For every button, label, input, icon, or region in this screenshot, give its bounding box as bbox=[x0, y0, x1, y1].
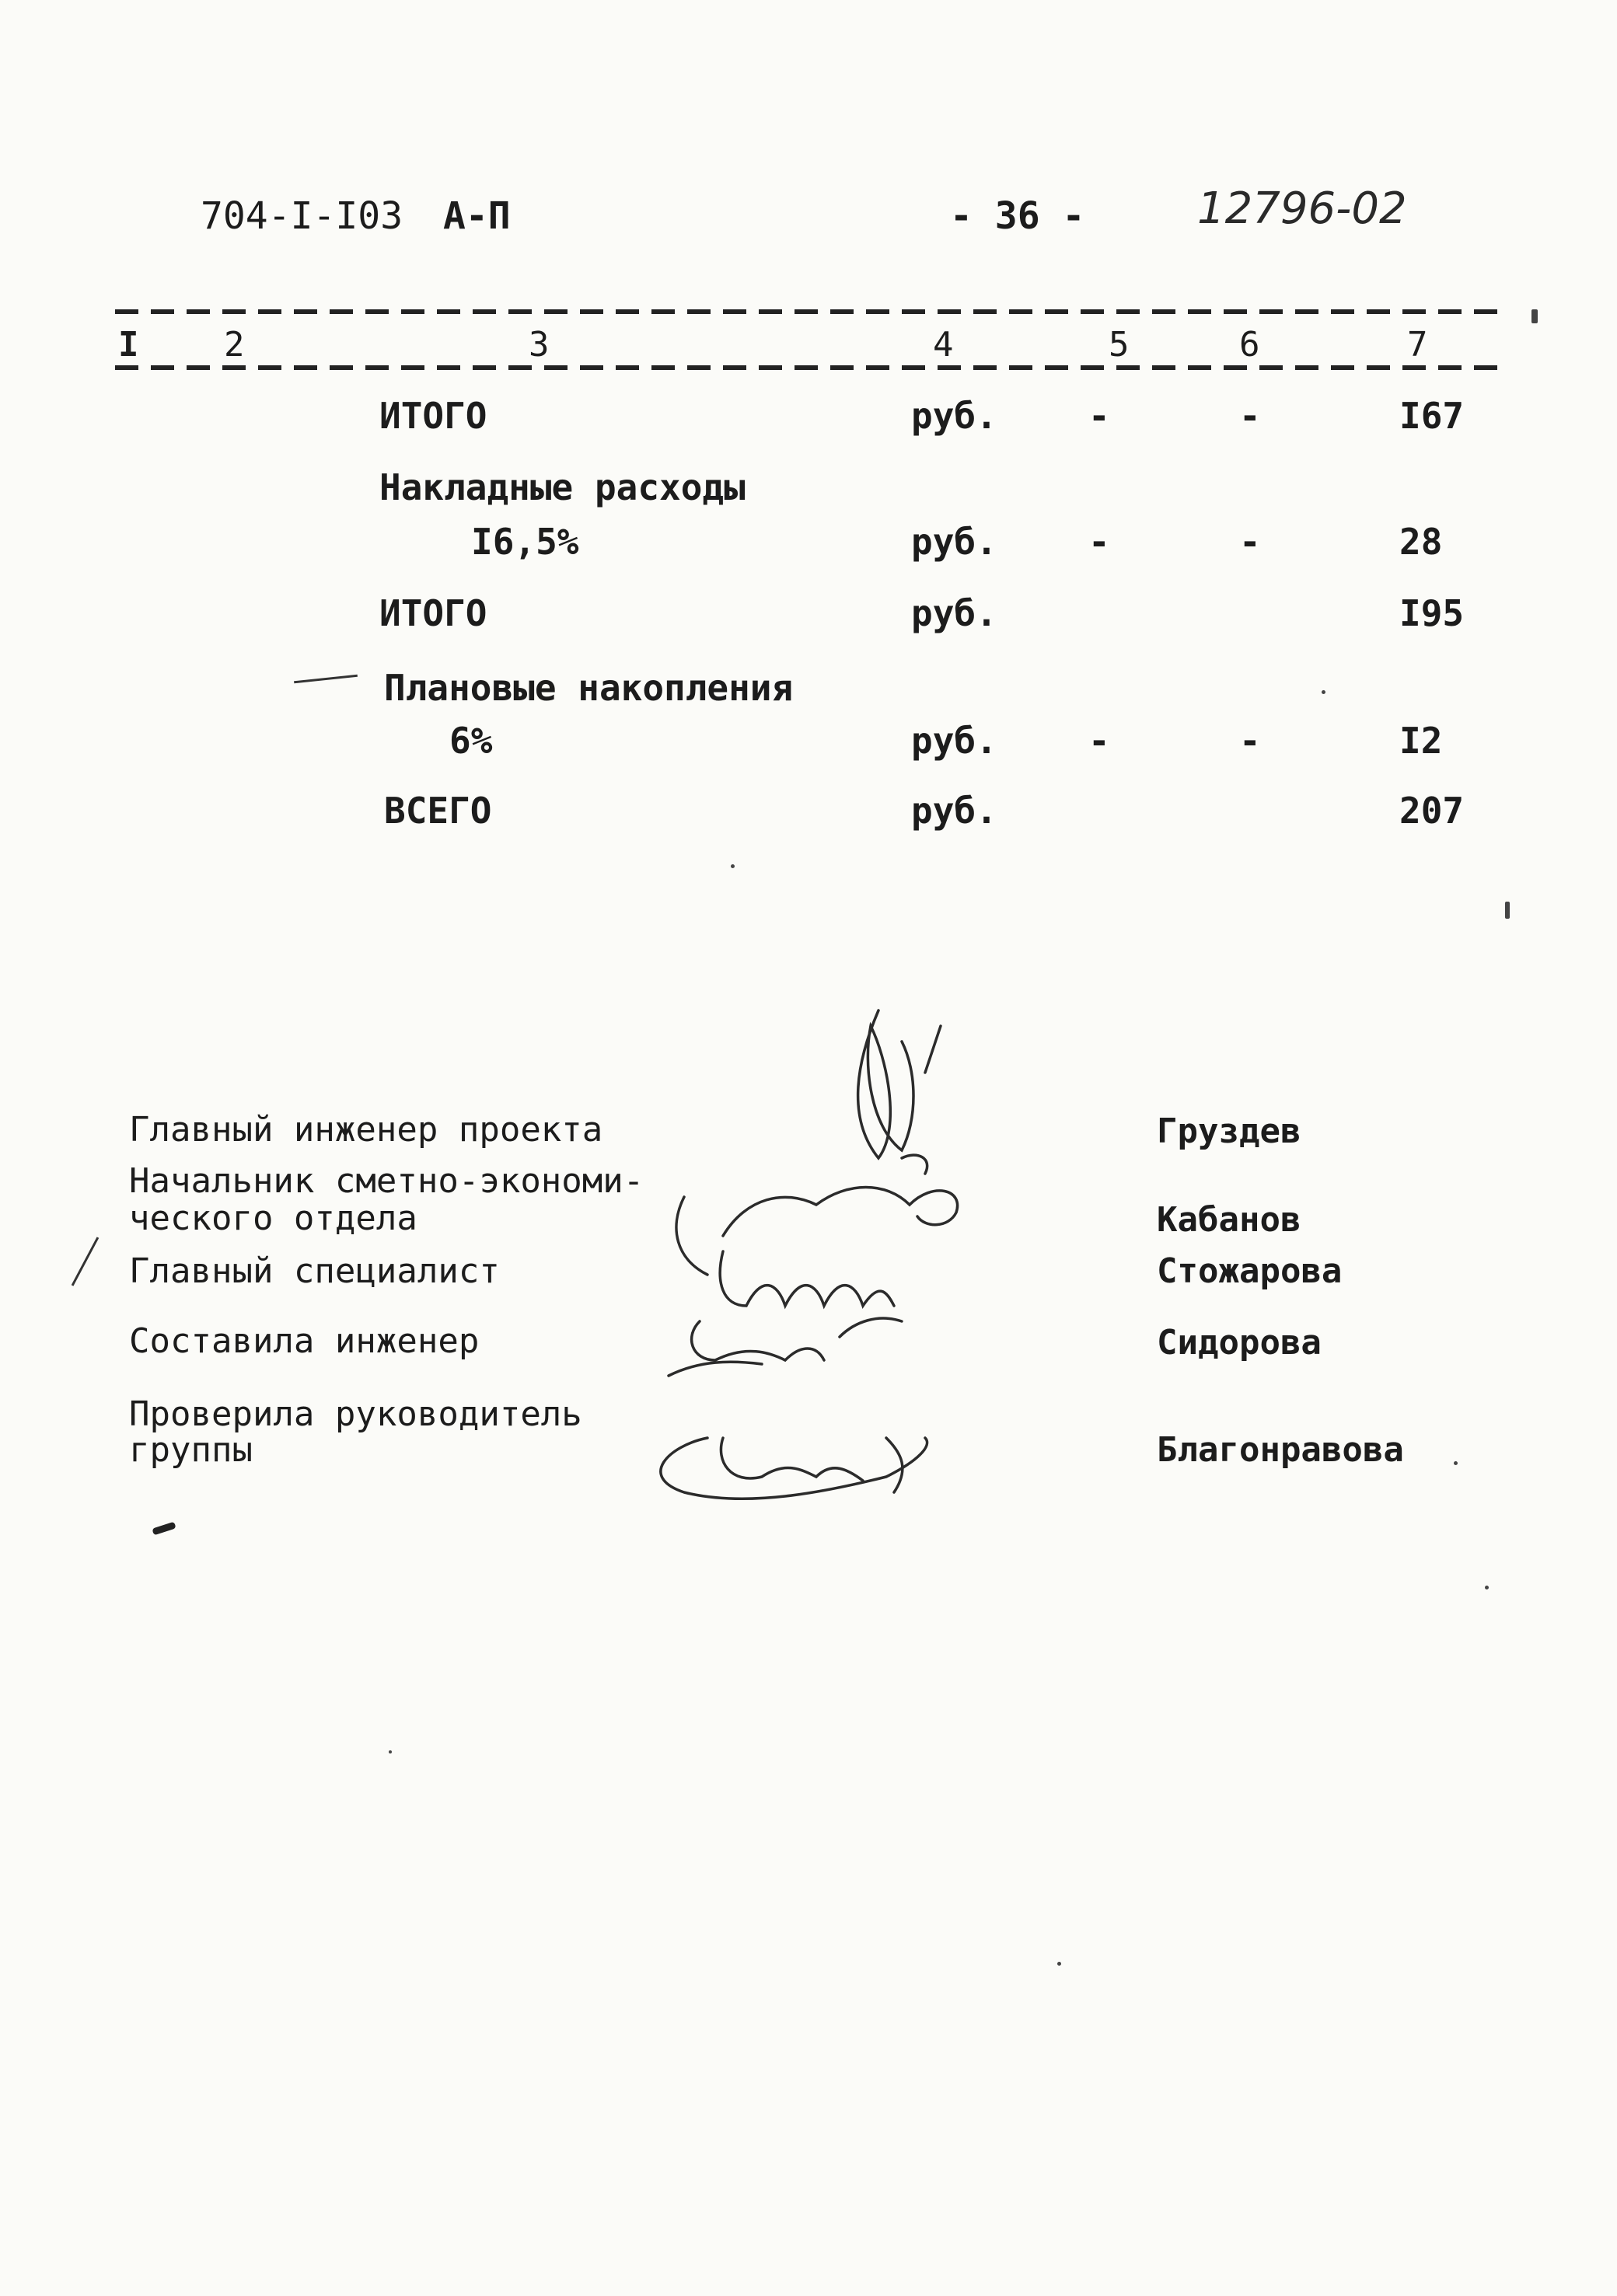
column-number-1: I bbox=[118, 325, 139, 365]
signature-name-5: Благонравова bbox=[1157, 1430, 1404, 1470]
column-header-rule bbox=[115, 365, 1507, 370]
signature-name-3: Стожарова bbox=[1157, 1251, 1343, 1291]
pen-stroke-mark bbox=[294, 675, 358, 684]
scan-speck bbox=[1057, 1962, 1061, 1966]
scan-speck bbox=[1485, 1586, 1489, 1589]
scan-speck bbox=[389, 1750, 392, 1753]
table-row-col5: - bbox=[1088, 521, 1110, 563]
signature-role-4: Составила инженер bbox=[129, 1321, 480, 1361]
scan-speck bbox=[1454, 1461, 1458, 1465]
table-row-sublabel: 6% bbox=[449, 720, 493, 762]
table-row-unit: руб. bbox=[911, 720, 997, 762]
scan-speck bbox=[1531, 309, 1538, 323]
table-row-col5: - bbox=[1088, 395, 1110, 437]
handwritten-number: 12796-02 bbox=[1197, 183, 1407, 234]
table-row-value: I2 bbox=[1399, 720, 1443, 762]
pen-stroke-mark bbox=[152, 1522, 176, 1536]
signature-name-4: Сидорова bbox=[1157, 1323, 1322, 1363]
table-row-unit: руб. bbox=[911, 395, 997, 437]
table-row-label: ИТОГО bbox=[379, 395, 487, 437]
handwritten-signatures bbox=[591, 995, 1026, 1539]
table-row-label: Накладные расходы bbox=[379, 466, 746, 508]
table-row-label: ВСЕГО bbox=[384, 790, 492, 832]
table-row-label: Плановые накопления bbox=[384, 667, 794, 709]
table-row-value: 207 bbox=[1399, 790, 1465, 832]
signature-role-1: Главный инженер проекта bbox=[129, 1110, 603, 1150]
column-number-3: 3 bbox=[529, 325, 550, 365]
table-row-unit: руб. bbox=[911, 790, 997, 832]
scan-speck bbox=[1322, 690, 1325, 694]
table-row-value: 28 bbox=[1399, 521, 1443, 563]
table-row-col6: - bbox=[1239, 720, 1261, 762]
page-number: - 36 - bbox=[950, 194, 1085, 238]
table-row-label: ИТОГО bbox=[379, 592, 487, 634]
signature-role-3: Главный специалист bbox=[129, 1251, 500, 1291]
doc-section: А-П bbox=[443, 194, 511, 238]
column-number-4: 4 bbox=[933, 325, 954, 365]
table-row-unit: руб. bbox=[911, 592, 997, 634]
table-row-col5: - bbox=[1088, 720, 1110, 762]
table-row-col6: - bbox=[1239, 521, 1261, 563]
table-row-value: I95 bbox=[1399, 592, 1465, 634]
signature-role-5-cont: группы bbox=[129, 1430, 253, 1470]
column-number-2: 2 bbox=[224, 325, 245, 365]
column-number-7: 7 bbox=[1407, 325, 1428, 365]
scan-speck bbox=[1505, 902, 1510, 919]
scan-speck bbox=[731, 864, 735, 868]
signature-name-1: Груздев bbox=[1157, 1111, 1301, 1151]
signature-role-2-cont: ческого отдела bbox=[129, 1199, 417, 1238]
signature-role-5: Проверила руководитель bbox=[129, 1394, 582, 1434]
doc-code: 704-I-I03 bbox=[201, 194, 403, 238]
pen-stroke-mark bbox=[72, 1237, 100, 1286]
column-number-6: 6 bbox=[1239, 325, 1260, 365]
signature-role-2: Начальник сметно-экономи- bbox=[129, 1161, 644, 1201]
table-row-col6: - bbox=[1239, 395, 1261, 437]
table-row-value: I67 bbox=[1399, 395, 1465, 437]
table-top-rule bbox=[115, 309, 1507, 314]
signature-name-2: Кабанов bbox=[1157, 1200, 1301, 1240]
table-row-unit: руб. bbox=[911, 521, 997, 563]
column-number-5: 5 bbox=[1109, 325, 1130, 365]
table-row-sublabel: I6,5% bbox=[471, 521, 579, 563]
